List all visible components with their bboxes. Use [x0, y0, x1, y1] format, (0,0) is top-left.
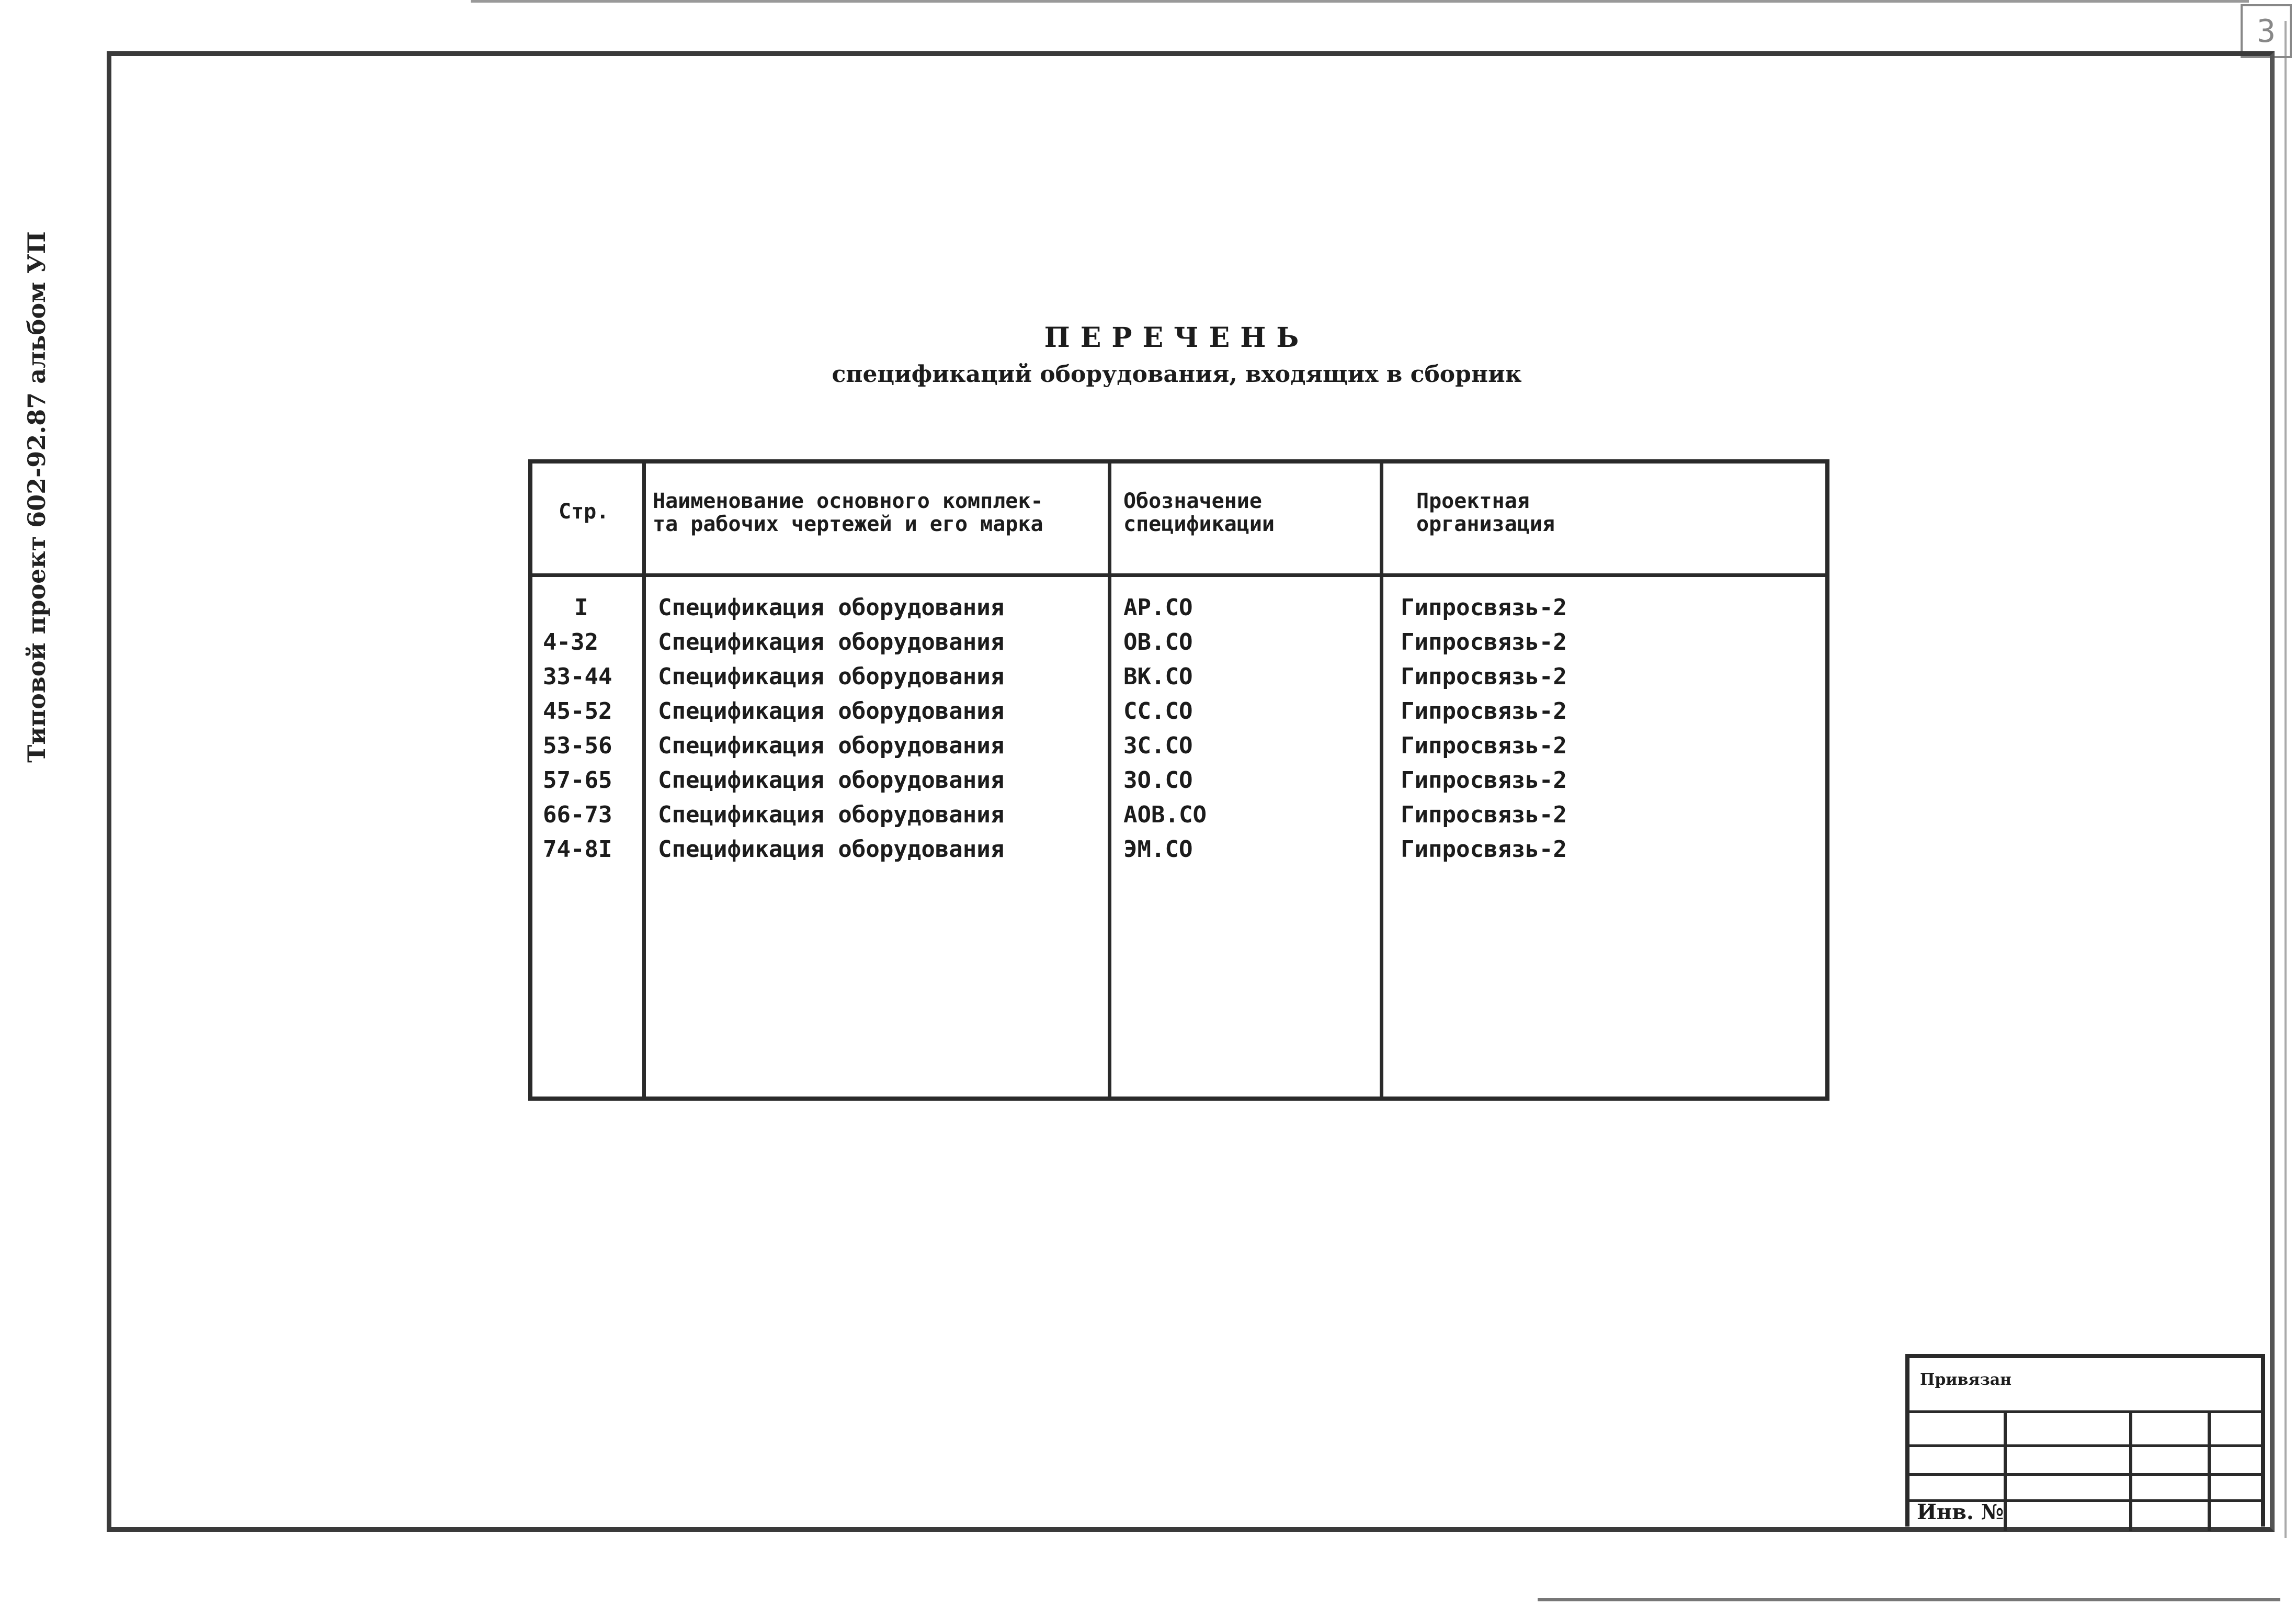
- right-edge-rule: [2284, 21, 2287, 1538]
- header-designation: Обозначение спецификации: [1123, 489, 1275, 536]
- cell-page: 53-56: [543, 732, 612, 759]
- cell-page: 66-73: [543, 801, 612, 828]
- header-organization: Проектная организация: [1416, 489, 1555, 536]
- cell-page: 45-52: [543, 698, 612, 725]
- cell-name: Спецификация оборудования: [658, 767, 1005, 794]
- stamp-bottom-label: Инв. №: [1917, 1500, 2004, 1524]
- table-row: [532, 594, 1825, 629]
- cell-organization: Гипросвязь-2: [1401, 767, 1567, 794]
- cell-name: Спецификация оборудования: [658, 663, 1005, 690]
- spec-list-table: [528, 459, 1829, 1101]
- cell-organization: Гипросвязь-2: [1401, 594, 1567, 621]
- side-caption: [10, 231, 63, 763]
- sheet-number: 3: [2241, 4, 2292, 58]
- cell-designation: ЗО.СО: [1123, 767, 1193, 794]
- cell-organization: Гипросвязь-2: [1401, 698, 1567, 725]
- cell-page: 57-65: [543, 767, 612, 794]
- cell-organization: Гипросвязь-2: [1401, 663, 1567, 690]
- document-title: ПЕРЕЧЕНЬ: [1044, 322, 1310, 354]
- cell-name: Спецификация оборудования: [658, 801, 1005, 828]
- table-row: [532, 836, 1825, 871]
- cell-designation: АОВ.СО: [1123, 801, 1207, 828]
- cell-designation: ВК.СО: [1123, 663, 1193, 690]
- cell-name: Спецификация оборудования: [658, 732, 1005, 759]
- stamp-label: Привязан: [1920, 1371, 2012, 1389]
- table-row: [532, 629, 1825, 663]
- cell-page: I: [574, 594, 588, 621]
- cell-page: 74-8I: [543, 836, 612, 863]
- cell-page: 33-44: [543, 663, 612, 690]
- cell-name: Спецификация оборудования: [658, 836, 1005, 863]
- side-caption-text: Типовой проект 602-92.87 альбом УП: [22, 231, 51, 763]
- table-row: [532, 732, 1825, 767]
- cell-page: 4-32: [543, 629, 598, 655]
- bottom-edge-mark: [1538, 1598, 2280, 1601]
- cell-designation: ЗС.СО: [1123, 732, 1193, 759]
- document-subtitle: спецификаций оборудования, входящих в сборник: [832, 361, 1522, 388]
- stamp-line: [2208, 1410, 2211, 1531]
- cell-organization: Гипросвязь-2: [1401, 732, 1567, 759]
- cell-name: Спецификация оборудования: [658, 698, 1005, 725]
- header-page: Стр.: [559, 500, 609, 524]
- stamp-line: [2129, 1410, 2132, 1531]
- cell-name: Спецификация оборудования: [658, 629, 1005, 655]
- table-row: [532, 767, 1825, 801]
- cell-organization: Гипросвязь-2: [1401, 836, 1567, 863]
- header-name: Наименование основного комплек- та рабочих чертежей и его марка: [653, 489, 1043, 536]
- cell-organization: Гипросвязь-2: [1401, 801, 1567, 828]
- cell-designation: ЭМ.СО: [1123, 836, 1193, 863]
- table-row: [532, 801, 1825, 836]
- cell-designation: АР.СО: [1123, 594, 1193, 621]
- table-row: [532, 698, 1825, 732]
- table-body: [532, 594, 1825, 871]
- cell-name: Спецификация оборудования: [658, 594, 1005, 621]
- table-row: [532, 663, 1825, 698]
- stamp-line: [2004, 1410, 2007, 1531]
- title-block-stamp: [1905, 1354, 2265, 1527]
- cell-organization: Гипросвязь-2: [1401, 629, 1567, 655]
- cell-designation: СС.СО: [1123, 698, 1193, 725]
- top-edge-mark: [471, 0, 2249, 3]
- cell-designation: ОВ.СО: [1123, 629, 1193, 655]
